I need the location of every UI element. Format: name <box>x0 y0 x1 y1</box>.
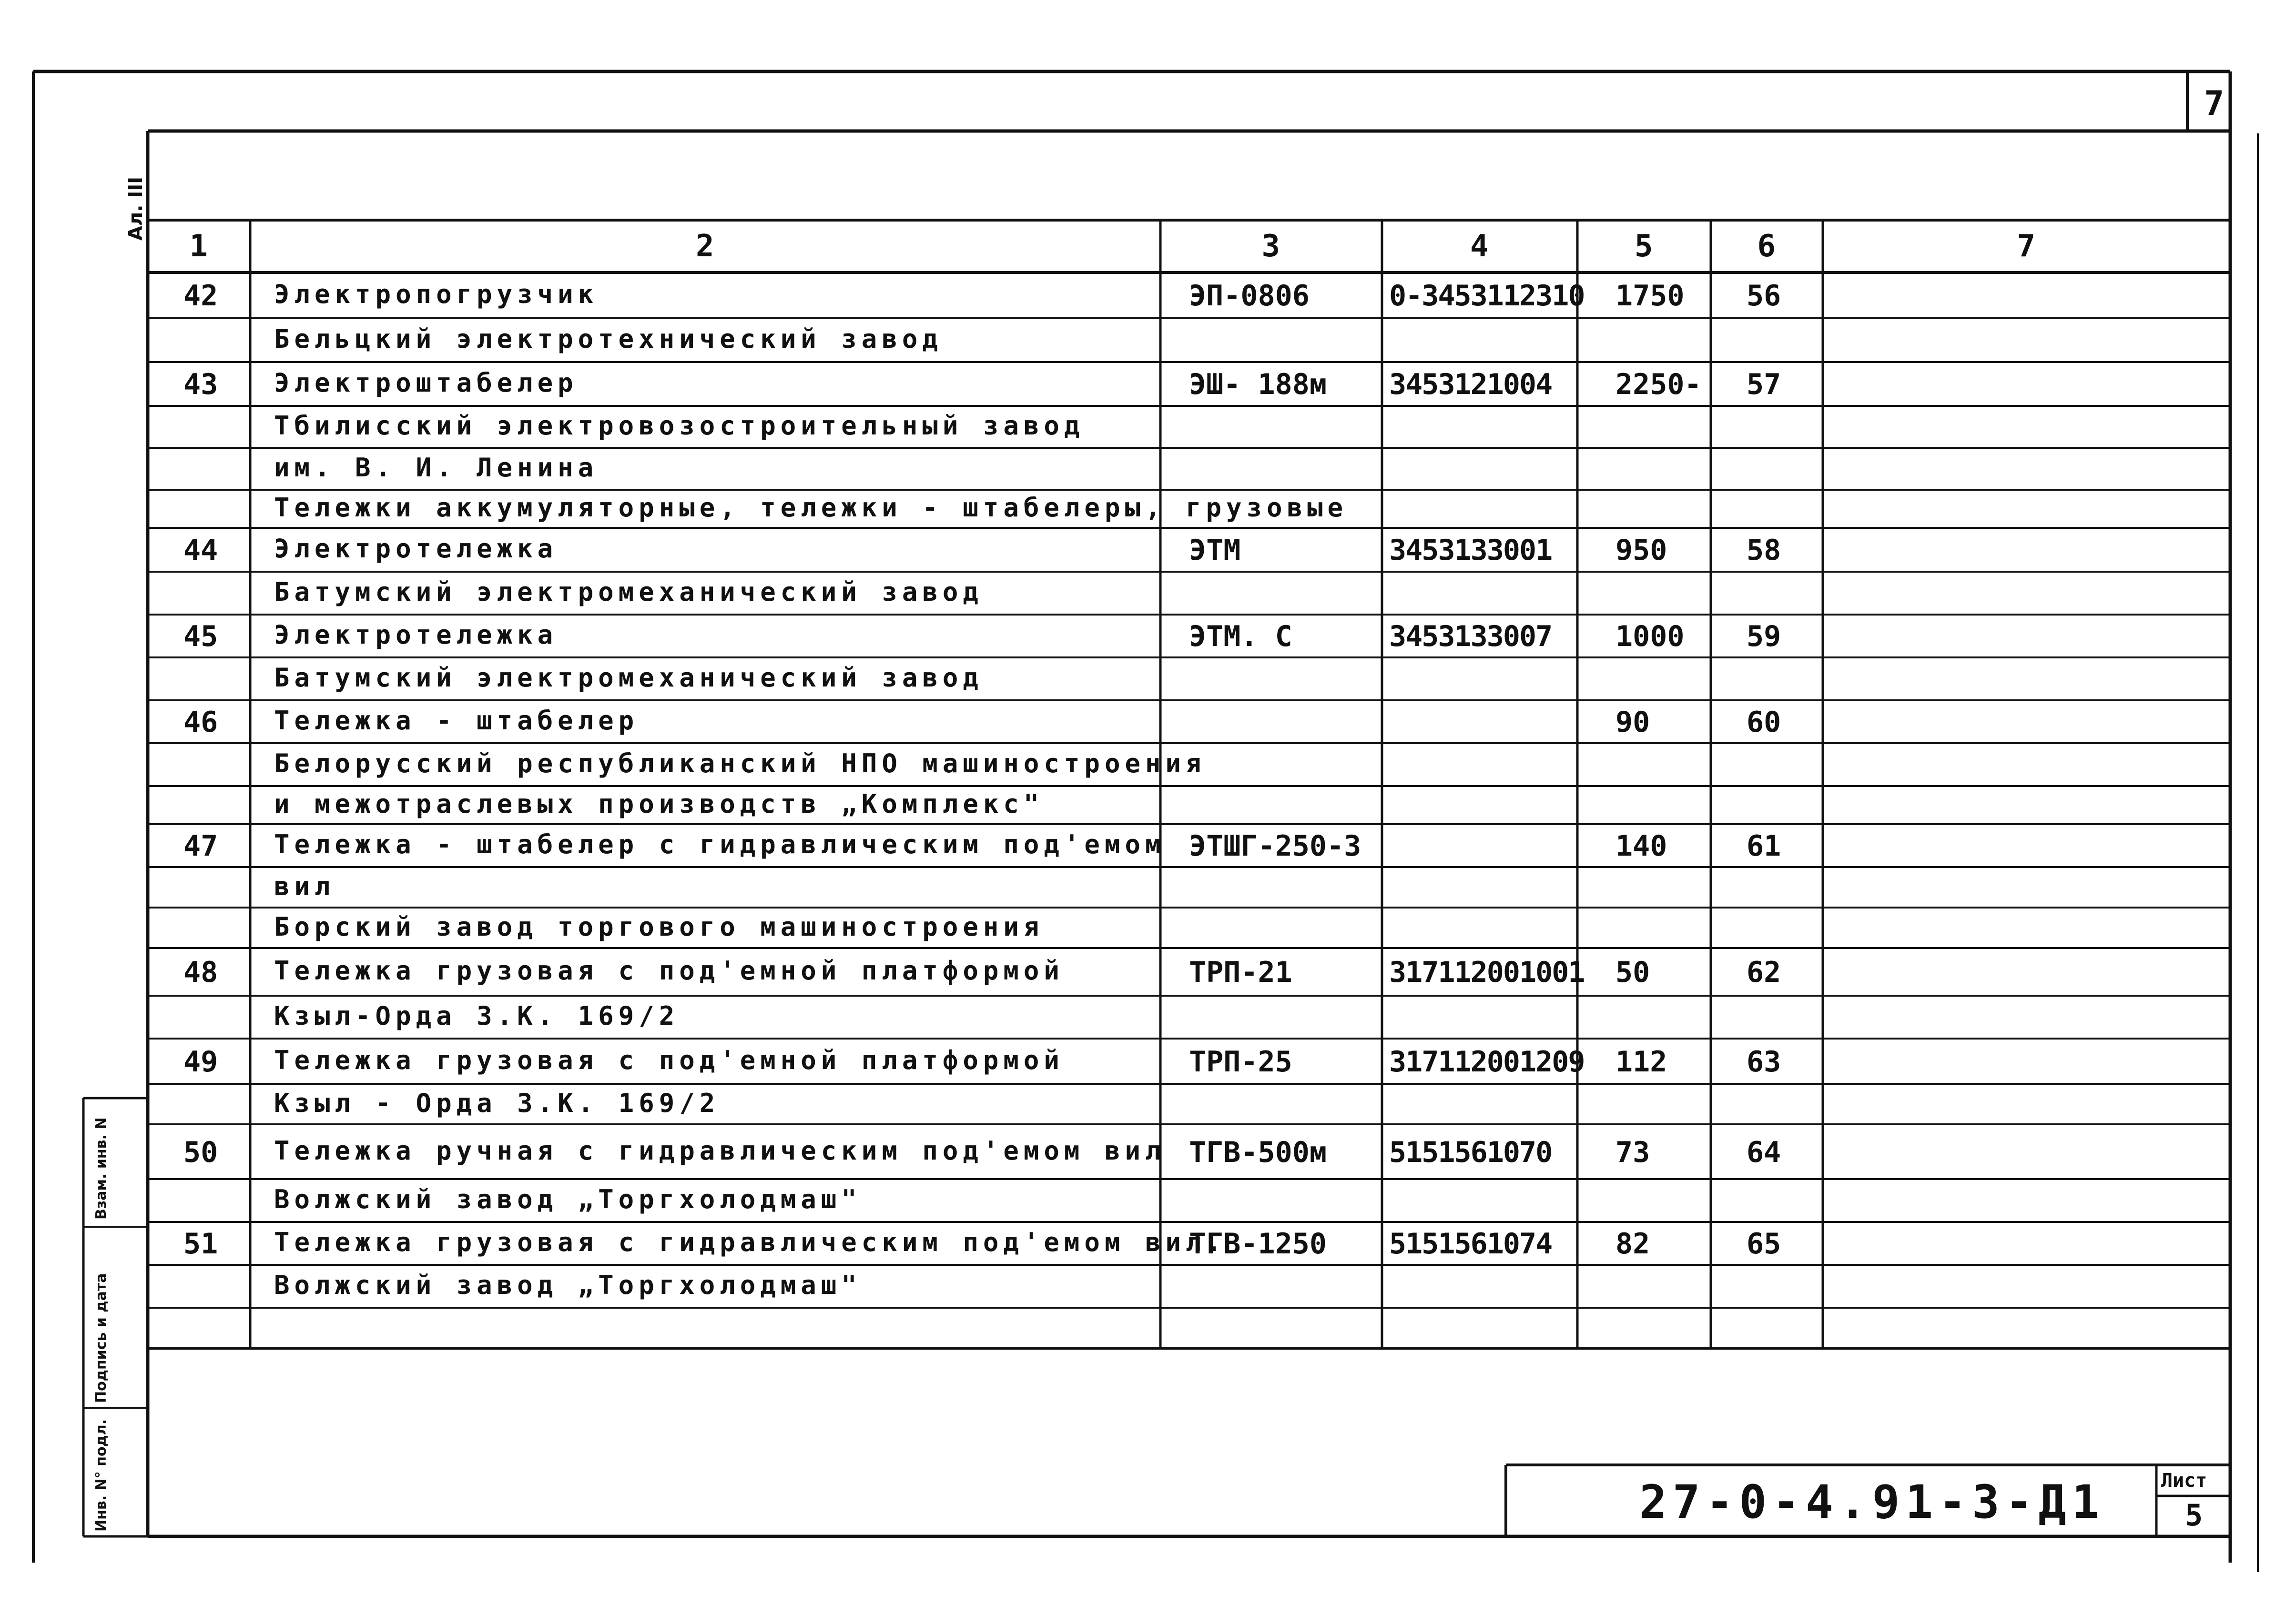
row-mark: ТГВ-1250 <box>1189 1227 1327 1261</box>
row-description: Тележка - штабелер <box>274 706 639 736</box>
row-description: Волжский завод „Торгхолодмаш" <box>274 1184 862 1214</box>
stamp-podpis-data: Подпись и дата <box>93 1273 110 1403</box>
document-code: 27-0-4.91-3-Д1 <box>1639 1475 2105 1529</box>
column-header-2: 2 <box>696 229 714 264</box>
sheet-number: 5 <box>2185 1498 2203 1533</box>
row-description: Кзыл-Орда 3.К. 169/2 <box>274 1001 680 1031</box>
row-col6: 58 <box>1747 534 1781 567</box>
row-col5: 1000 <box>1615 620 1685 653</box>
row-col5: 90 <box>1615 706 1650 739</box>
row-description: им. В. И. Ленина <box>274 453 599 483</box>
row-description: Электротележка <box>274 620 558 650</box>
row-code: 317112001209 <box>1389 1045 1585 1079</box>
row-mark: ЭП-0806 <box>1189 279 1310 313</box>
corner-label: Ал. III <box>125 176 147 241</box>
stamp-inv-podl: Инв. N° подл. <box>93 1419 110 1532</box>
column-header-6: 6 <box>1757 229 1776 264</box>
row-description: Электротележка <box>274 534 558 564</box>
row-description: Борский завод торгового машиностроения <box>274 911 1044 942</box>
column-header-4: 4 <box>1470 229 1489 264</box>
stamp-vzam-inv: Взам. инв. N <box>93 1117 110 1220</box>
row-number: 43 <box>183 368 218 401</box>
row-mark: ЭТМ <box>1189 534 1241 567</box>
row-col6: 56 <box>1747 279 1781 313</box>
row-description: и межотраслевых производств „Комплекс" <box>274 789 1044 819</box>
row-description: Бельцкий электротехнический завод <box>274 324 943 354</box>
row-description: Тележка грузовая с под'емной платформой <box>274 1045 1064 1075</box>
row-description: Тележка грузовая с гидравлическим под'емом вил. <box>274 1227 1227 1257</box>
row-description: Тележки аккумуляторные, тележки - штабелеры, грузовые <box>274 493 1348 523</box>
row-description: Тележка ручная с гидравлическим под'емом вил <box>274 1135 1166 1166</box>
row-number: 46 <box>183 706 218 739</box>
row-col6: 64 <box>1747 1135 1781 1169</box>
row-col5: 2250- <box>1615 368 1702 401</box>
row-description: Батумский электромеханический завод <box>274 663 983 693</box>
row-mark: ТРП-25 <box>1189 1045 1292 1079</box>
row-number: 48 <box>183 956 218 989</box>
row-col5: 50 <box>1615 956 1650 989</box>
row-code: 3453133007 <box>1389 620 1552 653</box>
row-description: Белорусский республиканский НПО машиностроения <box>274 748 1206 778</box>
row-description: Волжский завод „Торгхолодмаш" <box>274 1270 862 1300</box>
row-col6: 60 <box>1747 706 1781 739</box>
row-code: 5151561074 <box>1389 1227 1552 1261</box>
row-mark: ТРП-21 <box>1189 956 1292 989</box>
sheet-label: Лист <box>2161 1470 2207 1492</box>
row-col6: 62 <box>1747 956 1781 989</box>
row-description: Батумский электромеханический завод <box>274 577 983 607</box>
row-description: Электроштабелер <box>274 368 578 398</box>
row-description: Кзыл - Орда 3.К. 169/2 <box>274 1088 720 1118</box>
row-number: 49 <box>183 1045 218 1079</box>
row-mark: ЭТМ. С <box>1189 620 1292 653</box>
row-description: Тележка - штабелер с гидравлическим под'емом <box>274 829 1166 859</box>
row-code: 317112001001 <box>1389 956 1585 989</box>
row-col5: 140 <box>1615 829 1667 863</box>
row-number: 45 <box>183 620 218 653</box>
row-col6: 61 <box>1747 829 1781 863</box>
row-col6: 57 <box>1747 368 1781 401</box>
column-header-5: 5 <box>1635 229 1653 264</box>
row-col5: 112 <box>1615 1045 1667 1079</box>
row-number: 47 <box>183 829 218 863</box>
row-mark: ТГВ-500м <box>1189 1135 1327 1169</box>
row-col6: 59 <box>1747 620 1781 653</box>
row-mark: ЭТШГ-250-3 <box>1189 829 1361 863</box>
row-code: 0-3453112310 <box>1389 279 1585 313</box>
column-header-1: 1 <box>189 229 208 264</box>
row-col5: 73 <box>1615 1135 1650 1169</box>
row-col6: 63 <box>1747 1045 1781 1079</box>
row-code: 3453133001 <box>1389 534 1552 567</box>
row-description: Тележка грузовая с под'емной платформой <box>274 956 1064 986</box>
row-number: 51 <box>183 1227 218 1261</box>
row-col6: 65 <box>1747 1227 1781 1261</box>
row-description: вил <box>274 871 335 901</box>
row-col5: 82 <box>1615 1227 1650 1261</box>
row-description: Тбилисский электровозостроительный завод <box>274 411 1085 441</box>
row-number: 42 <box>183 279 218 313</box>
row-description: Электропогрузчик <box>274 279 599 309</box>
row-code: 5151561070 <box>1389 1135 1552 1169</box>
row-col5: 950 <box>1615 534 1667 567</box>
row-code: 3453121004 <box>1389 368 1552 401</box>
row-number: 50 <box>183 1135 218 1169</box>
column-header-3: 3 <box>1261 229 1280 264</box>
row-col5: 1750 <box>1615 279 1685 313</box>
row-mark: ЭШ- 188м <box>1189 368 1327 401</box>
page-number: 7 <box>2204 84 2225 123</box>
row-number: 44 <box>183 534 218 567</box>
column-header-7: 7 <box>2017 229 2036 264</box>
